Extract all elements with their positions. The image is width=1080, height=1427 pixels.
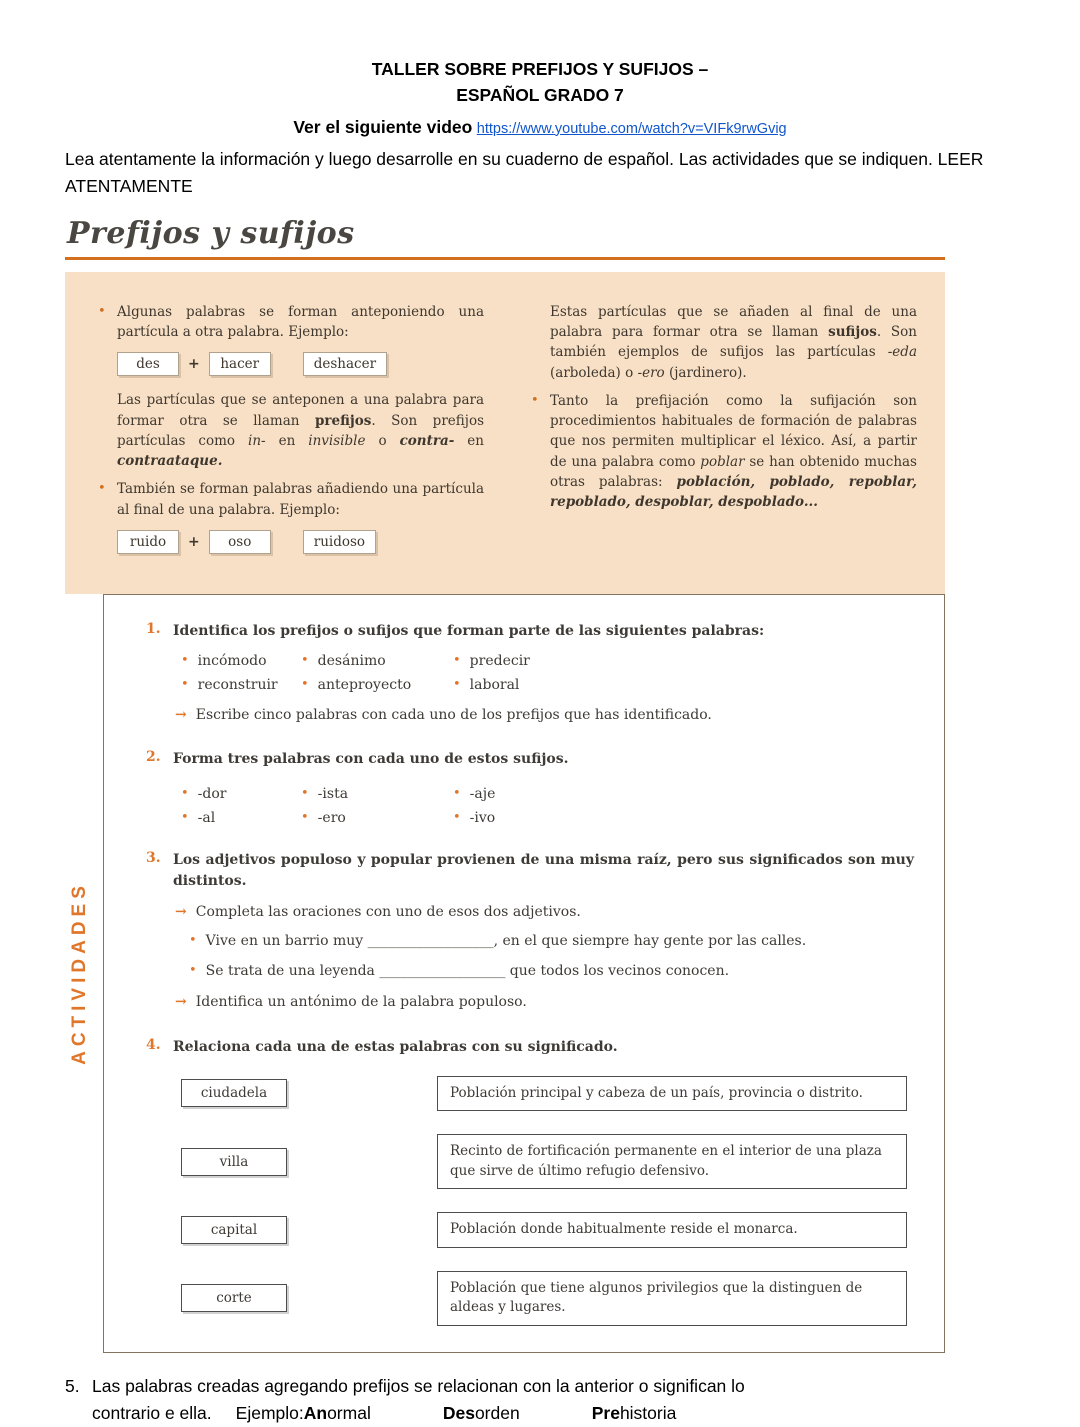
word-chip: oso — [209, 530, 271, 554]
word-chip: hacer — [209, 352, 271, 376]
word-bullet-item — [181, 653, 301, 669]
word-chip: ruidoso — [303, 530, 376, 554]
paragraph-text: . Son prefijos partículas como — [117, 412, 485, 449]
paragraph-text: se han obtenido muchas otras palabras: — [550, 453, 917, 490]
paragraph-text: o — [365, 432, 400, 449]
theory-paragraph — [95, 479, 484, 520]
word-bullet-item — [301, 786, 453, 802]
fill-sentence: Vive en un barrio muy __________________, en el que siempre hay gente por las calles. — [205, 933, 807, 950]
bullet-icon: • — [453, 786, 461, 802]
example-prefix: Des — [442, 1403, 475, 1424]
word-item: desánimo — [317, 652, 386, 669]
activities-vertical-label: ACTIVIDADES — [69, 881, 90, 1066]
word-bullet-item — [453, 810, 633, 826]
match-def-box: Recinto de fortificación permanente en el interior de una plaza que sirve de último refugio defensivo. — [437, 1134, 907, 1189]
bold-term: sufijos — [828, 324, 877, 340]
match-row — [181, 1134, 914, 1189]
title-line-1: TALLER SOBRE PREFIJOS Y SUFIJOS – — [371, 59, 709, 79]
activity-1 — [146, 621, 914, 725]
word-bullet-item — [301, 810, 453, 826]
spacer — [212, 1400, 236, 1427]
word-item: -ista — [317, 786, 349, 803]
paragraph-text: . Son también ejemplos de sufijos las partículas — [550, 324, 917, 361]
video-label: Ver el siguiente video — [293, 116, 473, 137]
title-line-2: ESPAÑOL GRADO 7 — [456, 85, 624, 106]
activity-title: Relaciona cada una de estas palabras con su significado. — [173, 1038, 618, 1055]
example-prefix: An — [303, 1403, 328, 1424]
bullet-icon: • — [181, 652, 189, 668]
paragraph-text: Algunas palabras se forman anteponiendo una partícula a otra palabra. Ejemplo: — [117, 303, 484, 340]
bullet-icon: • — [301, 786, 309, 802]
italic-term: -ero — [637, 364, 665, 381]
intro-text: Lea atentamente la información y luego desarrolle en su cuaderno de español. Las actividades que se indiquen. LEER ATENTAMENTE — [65, 148, 984, 196]
word-chip: ruido — [117, 530, 179, 554]
word-item: -aje — [469, 786, 496, 803]
footer-item-number: 5. — [65, 1376, 80, 1397]
activity-instruction — [175, 902, 914, 922]
bullet-icon: • — [453, 810, 461, 826]
bullet-icon: • — [181, 810, 189, 826]
bullet-icon: • — [189, 933, 197, 949]
activity-number: 1. — [146, 620, 161, 637]
example-word — [443, 1400, 520, 1427]
textbook-heading: Prefijos y sufijos — [65, 216, 945, 260]
example-rest: orden — [474, 1403, 520, 1424]
example-word — [304, 1400, 371, 1427]
theory-paragraph — [528, 391, 917, 513]
example-ruidoso — [117, 530, 484, 554]
match-word-box: villa — [181, 1148, 287, 1176]
footer-text-line2 — [92, 1400, 1015, 1427]
italic-term: contraataque. — [117, 453, 223, 469]
textbook-theory — [65, 272, 945, 594]
footer-text: contrario e ella. — [92, 1403, 212, 1424]
word-bullet-item — [181, 786, 301, 802]
fill-blank-line — [189, 961, 914, 982]
bullet-icon: • — [531, 392, 539, 408]
fill-sentence: Se trata de una leyenda __________________ que todos los vecinos conocen. — [205, 963, 730, 980]
word-bullet-item — [453, 677, 633, 693]
bullet-icon: • — [189, 963, 197, 979]
spacer — [520, 1400, 592, 1427]
word-bullet-item — [453, 653, 633, 669]
italic-term: población, poblado, repoblar, repoblado, despoblar, despoblado... — [550, 473, 917, 510]
word-item: -dor — [197, 786, 227, 803]
activities-box — [103, 594, 945, 1353]
activity-title: Identifica los prefijos o sufijos que forman parte de las siguientes palabras: — [173, 622, 765, 639]
theory-right-column — [528, 302, 917, 568]
example-rest: ormal — [327, 1403, 371, 1424]
instruction-text: Completa las oraciones con uno de esos dos adjetivos. — [195, 904, 581, 921]
activity-instruction — [175, 705, 914, 725]
matching-exercise — [173, 1076, 914, 1326]
example-rest: historia — [619, 1403, 677, 1424]
plus-sign: + — [188, 533, 200, 550]
word-item: -al — [197, 810, 216, 827]
paragraph-text: Las partículas que se anteponen a una palabra para formar otra se llaman — [117, 392, 484, 429]
activity-number: 4. — [146, 1036, 161, 1053]
instruction-text: Escribe cinco palabras con cada uno de los prefijos que has identificado. — [195, 706, 712, 723]
match-def-box: Población que tiene algunos privilegios que la distinguen de aldeas y lugares. — [437, 1271, 907, 1326]
word-bullet-item — [301, 653, 453, 669]
bullet-icon: • — [98, 481, 106, 497]
example-word — [592, 1400, 677, 1427]
match-def-box: Población principal y cabeza de un país, provincia o distrito. — [437, 1076, 907, 1112]
example-deshacer — [117, 352, 484, 376]
bullet-icon: • — [301, 652, 309, 668]
textbook-scan — [65, 216, 945, 1353]
bullet-icon: • — [453, 652, 461, 668]
example-prefix: Pre — [591, 1403, 620, 1424]
activities-section — [65, 594, 945, 1353]
footer-text-line1: Las palabras creadas agregando prefijos se relacionan con la anterior o significan lo — [92, 1376, 745, 1397]
match-def-box: Población donde habitualmente reside el monarca. — [437, 1212, 907, 1248]
bullet-icon: • — [98, 303, 106, 319]
video-link[interactable]: https://www.youtube.com/watch?v=VIFk9rwGvig — [476, 120, 787, 137]
bullet-icon: • — [301, 676, 309, 692]
italic-term: invisible — [308, 432, 366, 449]
match-word-box: corte — [181, 1284, 287, 1312]
activity-2 — [146, 749, 914, 826]
bullet-icon: • — [181, 676, 189, 692]
bullet-icon: • — [453, 676, 461, 692]
word-bullet-item — [453, 786, 633, 802]
theory-paragraph — [528, 302, 917, 383]
paragraph-text: Tanto la prefijación como la sufijación son procedimientos habituales de formación de palabras que nos permiten multiplicar el léxico. Así, a partir de una palabra como — [550, 392, 917, 470]
paragraph-text: También se forman palabras añadiendo una partícula al final de una palabra. Ejemplo: — [117, 481, 484, 518]
activity-1-word-list — [181, 653, 914, 693]
word-item: laboral — [469, 676, 520, 693]
activity-3 — [146, 850, 914, 1013]
activity-number: 3. — [146, 850, 161, 867]
match-word-box: ciudadela — [181, 1079, 287, 1107]
example-label: Ejemplo: — [235, 1403, 304, 1424]
italic-term: contra- — [399, 432, 455, 449]
match-row — [181, 1271, 914, 1326]
activity-number: 2. — [146, 749, 161, 766]
activity-instruction — [175, 992, 914, 1012]
bold-term: prefijos — [314, 412, 372, 429]
spacer — [371, 1400, 443, 1427]
word-item: reconstruir — [197, 676, 278, 693]
paragraph-text: Estas partículas que se añaden al final de una palabra para formar otra se llaman — [550, 303, 917, 340]
arrow-icon: → — [175, 706, 187, 723]
italic-term: in- — [248, 432, 266, 449]
activity-4 — [146, 1037, 914, 1326]
word-bullet-item — [181, 677, 301, 693]
match-word-box: capital — [181, 1216, 287, 1244]
match-row — [181, 1212, 914, 1248]
word-item: -ero — [317, 810, 346, 827]
bullet-icon: • — [301, 810, 309, 826]
italic-term: -eda — [887, 344, 917, 361]
footer-item-5 — [65, 1373, 1015, 1427]
italic-term: poblar — [700, 453, 745, 470]
fill-blank-line — [189, 931, 914, 952]
arrow-icon: → — [175, 994, 187, 1011]
activity-title: Los adjetivos populoso y popular provienen de una misma raíz, pero sus significados son muy distintos. — [173, 852, 914, 890]
word-chip: deshacer — [303, 352, 387, 376]
theory-left-column — [95, 302, 484, 568]
activity-title: Forma tres palabras con cada uno de estos sufijos. — [173, 751, 569, 768]
paragraph-text: (arboleda) o — [550, 364, 638, 381]
theory-paragraph — [95, 302, 484, 343]
plus-sign: + — [188, 356, 200, 373]
arrow-icon: → — [175, 904, 187, 921]
paragraph-text: (jardinero). — [664, 364, 747, 381]
word-item: anteproyecto — [317, 676, 412, 693]
word-chip: des — [117, 352, 179, 376]
paragraph-text: en — [454, 432, 484, 449]
theory-paragraph — [95, 390, 484, 471]
page-title — [65, 56, 1015, 109]
word-item: -ivo — [469, 810, 496, 827]
paragraph-text: en — [265, 432, 309, 449]
match-row — [181, 1076, 914, 1112]
word-item: predecir — [469, 652, 530, 669]
bullet-icon: • — [181, 786, 189, 802]
word-bullet-item — [301, 677, 453, 693]
video-line — [65, 117, 1015, 138]
word-item: incómodo — [197, 652, 267, 669]
instruction-text: Identifica un antónimo de la palabra populoso. — [195, 994, 527, 1011]
word-bullet-item — [181, 810, 301, 826]
activity-2-word-list — [181, 786, 914, 826]
